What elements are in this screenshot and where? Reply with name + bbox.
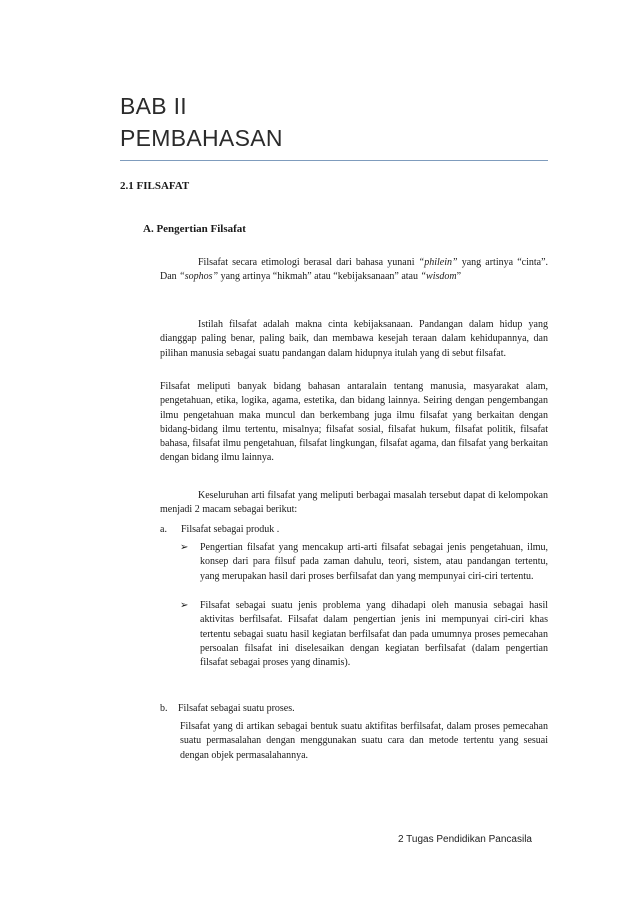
- list-marker: a.: [160, 524, 167, 535]
- heading-divider: [120, 160, 548, 161]
- bullet-item: [180, 541, 548, 584]
- list-item-b: [160, 702, 295, 716]
- chapter-title: PEMBAHASAN: [120, 125, 283, 151]
- list-item-a: [160, 523, 279, 537]
- subsection-heading: A. Pengertian Filsafat: [143, 223, 246, 235]
- text-run: Filsafat secara etimologi berasal dari bahasa yunani: [198, 257, 419, 268]
- list-item-b-text: Filsafat yang di artikan sebagai bentuk suatu aktifitas berfilsafat, dalam proses pemecahan suatu permasalahan dengan menggunakan suatu cara dan metode tertentu yang sesuai dengan objek permasalahannya.: [180, 721, 548, 761]
- chapter-number: BAB II: [120, 93, 187, 119]
- text-run: ”: [456, 271, 462, 283]
- paragraph-scope: [160, 380, 548, 466]
- italic-term-philein: “philein”: [418, 257, 458, 268]
- italic-term-wisdom: “wisdom: [420, 271, 457, 283]
- text-run: yang artinya “cinta”. Dan: [160, 257, 549, 283]
- bullet-text: Filsafat sebagai suatu jenis problema yang dihadapi oleh manusia sebagai hasil aktivitas berfilsafat. Filsafat dalam pengertian jenis ini mempunyai ciri-ciri khas tertentu sebagai suatu hasil kegiatan berfilsafat dan pada umumnya proses pemecahan persoalan filsafat ini diselesaikan dengan kegiatan berfilsafat (dalam pengertian filsafat sebagai proses yang dinamis).: [200, 600, 548, 669]
- list-item-label: Filsafat sebagai suatu proses.: [178, 703, 295, 714]
- paragraph-etymology: [160, 256, 548, 285]
- list-item-label: Filsafat sebagai produk .: [181, 524, 280, 535]
- text-run: yang artinya “hikmah” atau “kebijaksanaan” atau: [218, 271, 421, 283]
- paragraph-grouping: [160, 489, 548, 518]
- text-run: Istilah filsafat adalah makna cinta kebijaksanaan. Pandangan dalam hidup yang dianggap paling benar, paling baik, dan membawa kesejah teraan dalam kehidupannya, dan pilihan manusia sebagai suatu pandangan dalam hidupnya itulah yang di sebut filsafat.: [160, 319, 548, 359]
- arrow-bullet-icon: ➢: [180, 542, 189, 553]
- list-marker: b.: [160, 703, 168, 714]
- page-footer: 2 Tugas Pendidikan Pancasila: [398, 834, 532, 845]
- text-run: Filsafat meliputi banyak bidang bahasan antaralain tentang manusia, masyarakat alam, pengetahuan, etika, logika, agama, estetika, dan bidang lainnya. Seiring dengan pengembangan ilmu pengetahuan maka muncul dan berkembang juga ilmu filsafat yang berkaitan dengan bidang-bidang ilmu tertentu, misalnya; filsafat sosial, filsafat hukum, filsafat politik, filsafat bahasa, filsafat ilmu pengetahuan, filsafat lingkungan, filsafat agama, dan filsafat yang berkaitan dengan bidang ilmu lainnya.: [160, 381, 548, 464]
- section-heading: 2.1 FILSAFAT: [120, 180, 190, 192]
- paragraph-definition: [160, 318, 548, 361]
- arrow-bullet-icon: ➢: [180, 600, 189, 611]
- bullet-text: Pengertian filsafat yang mencakup arti-arti filsafat sebagai jenis pengetahuan, ilmu, konsep dari para filsuf pada zaman dahulu, teori, sistem, atau pandangan tertentu, yang merupakan hasil dari proses berfilsafat dan yang mempunyai ciri-ciri tertentu.: [200, 542, 548, 582]
- italic-term-sophos: “sophos”: [179, 271, 219, 283]
- bullet-item: [180, 599, 548, 670]
- text-run: Keseluruhan arti filsafat yang meliputi berbagai masalah tersebut dapat di kelompokan menjadi 2 macam sebagai berikut:: [160, 490, 548, 516]
